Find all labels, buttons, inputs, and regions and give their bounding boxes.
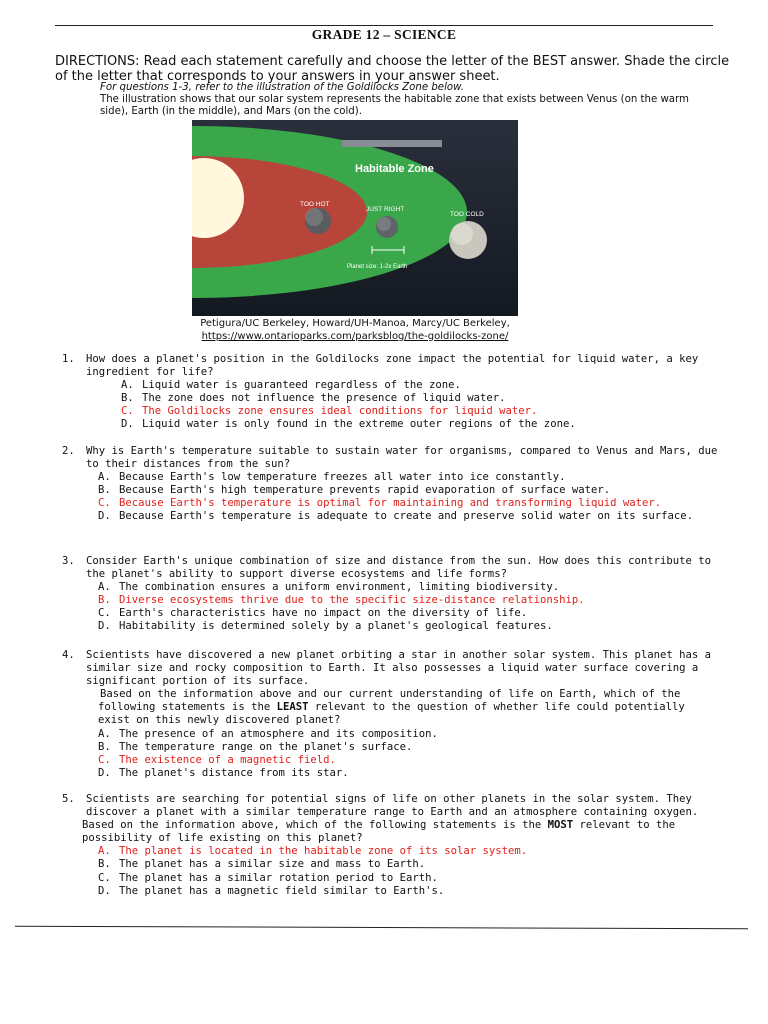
question-text: Scientists are searching for potential signs of life on other planets in the solar system. They discover a planet with a similar temperature range to Earth and an atmosphere containing oxygen. (86, 793, 699, 819)
answer-options (98, 728, 722, 780)
answer-options (98, 845, 722, 897)
answer-options (98, 471, 722, 523)
option-b[interactable]: B. The temperature range on the planet's surface. (98, 740, 413, 753)
planet-size-label: Planet size: 1-2x Earth (347, 264, 408, 270)
question-followup: Based on the information above and our current understanding of life on Earth, which of the following statements is the LEAST relevant to the question of whether life could potentially exist on this newly discovered planet? (98, 688, 685, 727)
question-1 (62, 353, 722, 432)
option-d[interactable]: D. Liquid water is only found in the extreme outer regions of the zone. (121, 418, 576, 431)
question-number: 4. (62, 649, 75, 661)
figure-caption (160, 318, 550, 343)
figure-title: Habitable Zone (355, 163, 434, 175)
caption-link[interactable]: https://www.ontarioparks.com/parksblog/the-goldilocks-zone/ (201, 330, 509, 342)
intro-note: For questions 1-3, refer to the illustration of the Goldilocks Zone below. (100, 82, 465, 93)
intro-block (100, 82, 700, 118)
bottom-rule (15, 926, 748, 930)
option-d[interactable]: D. The planet's distance from its star. (98, 766, 349, 779)
question-2 (62, 445, 722, 524)
option-c[interactable]: C. Earth's characteristics have no impact on the diversity of life. (98, 607, 528, 620)
question-followup: Based on the information above, which of the following statements is the MOST relevant to the possibility of life existing on this planet? (82, 819, 676, 845)
question-text: Consider Earth's unique combination of size and distance from the sun. How does this contribute to the planet's ability to support diverse ecosystems and life forms? (86, 555, 712, 581)
emphasis-least: LEAST (276, 701, 309, 714)
question-number: 1. (62, 353, 75, 365)
option-c-correct[interactable]: C. The Goldilocks zone ensures ideal conditions for liquid water. (121, 405, 538, 418)
too-cold-label: TOO COLD (450, 211, 484, 218)
question-number: 2. (62, 445, 75, 457)
just-right-label: JUST RIGHT (366, 206, 405, 213)
top-rule (55, 25, 713, 26)
question-5 (62, 793, 722, 898)
answer-options (98, 581, 722, 633)
option-b[interactable]: B. Because Earth's high temperature prevents rapid evaporation of surface water. (98, 484, 611, 497)
option-b[interactable]: B. The planet has a similar size and mass to Earth. (98, 858, 426, 871)
page-title: GRADE 12 – SCIENCE (311, 27, 457, 42)
option-a[interactable]: A. Because Earth's low temperature freezes all water into ice constantly. (98, 471, 566, 484)
caption-credit: Petigura/UC Berkeley, Howard/UH-Manoa, Marcy/UC Berkeley, (200, 318, 510, 329)
option-a[interactable]: A. Liquid water is guaranteed regardless of the zone. (121, 379, 461, 392)
option-a-correct[interactable]: A. The planet is located in the habitable zone of its solar system. (98, 845, 528, 858)
too-hot-label: TOO HOT (300, 201, 330, 208)
emphasis-most: MOST (547, 819, 574, 832)
option-a[interactable]: A. The presence of an atmosphere and its composition. (98, 727, 438, 740)
option-c[interactable]: C. The planet has a similar rotation period to Earth. (98, 871, 438, 884)
question-number: 3. (62, 555, 75, 567)
question-text: Scientists have discovered a new planet orbiting a star in another solar system. This planet has a similar size and rocky composition to Earth. It also possesses a liquid water surface covering a significant portion of its surface. (86, 649, 712, 688)
top-bar (342, 140, 442, 147)
option-c-correct[interactable]: C. The existence of a magnetic field. (98, 753, 336, 766)
question-3 (62, 555, 722, 634)
directions-text: DIRECTIONS: Read each statement carefully and choose the letter of the BEST answer. Shade the circle of the letter that corresponds to your answers in your answer sheet. (55, 54, 730, 84)
question-text: Why is Earth's temperature suitable to sustain water for organisms, compared to Venus and Mars, due to their distances from the sun? (86, 445, 718, 471)
option-d[interactable]: D. Because Earth's temperature is adequate to create and preserve solid water on its surface. (98, 510, 694, 523)
option-a[interactable]: A. The combination ensures a uniform environment, limiting biodiversity. (98, 581, 560, 594)
option-c-correct[interactable]: C. Because Earth's temperature is optimal for maintaining and transforming liquid water. (98, 497, 662, 510)
option-d[interactable]: D. The planet has a magnetic field similar to Earth's. (98, 884, 445, 897)
answer-options (121, 379, 722, 431)
intro-text: The illustration shows that our solar system represents the habitable zone that exists between Venus (on the warm side), Earth (in the middle), and Mars (on the cold). (100, 94, 689, 117)
question-number: 5. (62, 793, 75, 805)
question-4 (62, 649, 722, 780)
option-b-correct[interactable]: B. Diverse ecosystems thrive due to the specific size-distance relationship. (98, 594, 585, 607)
goldilocks-zone-illustration (192, 120, 518, 316)
question-text: How does a planet's position in the Goldilocks zone impact the potential for liquid water, a key ingredient for life? (86, 353, 699, 379)
option-d[interactable]: D. Habitability is determined solely by a planet's geological features. (98, 620, 553, 633)
option-b[interactable]: B. The zone does not influence the presence of liquid water. (121, 392, 506, 405)
